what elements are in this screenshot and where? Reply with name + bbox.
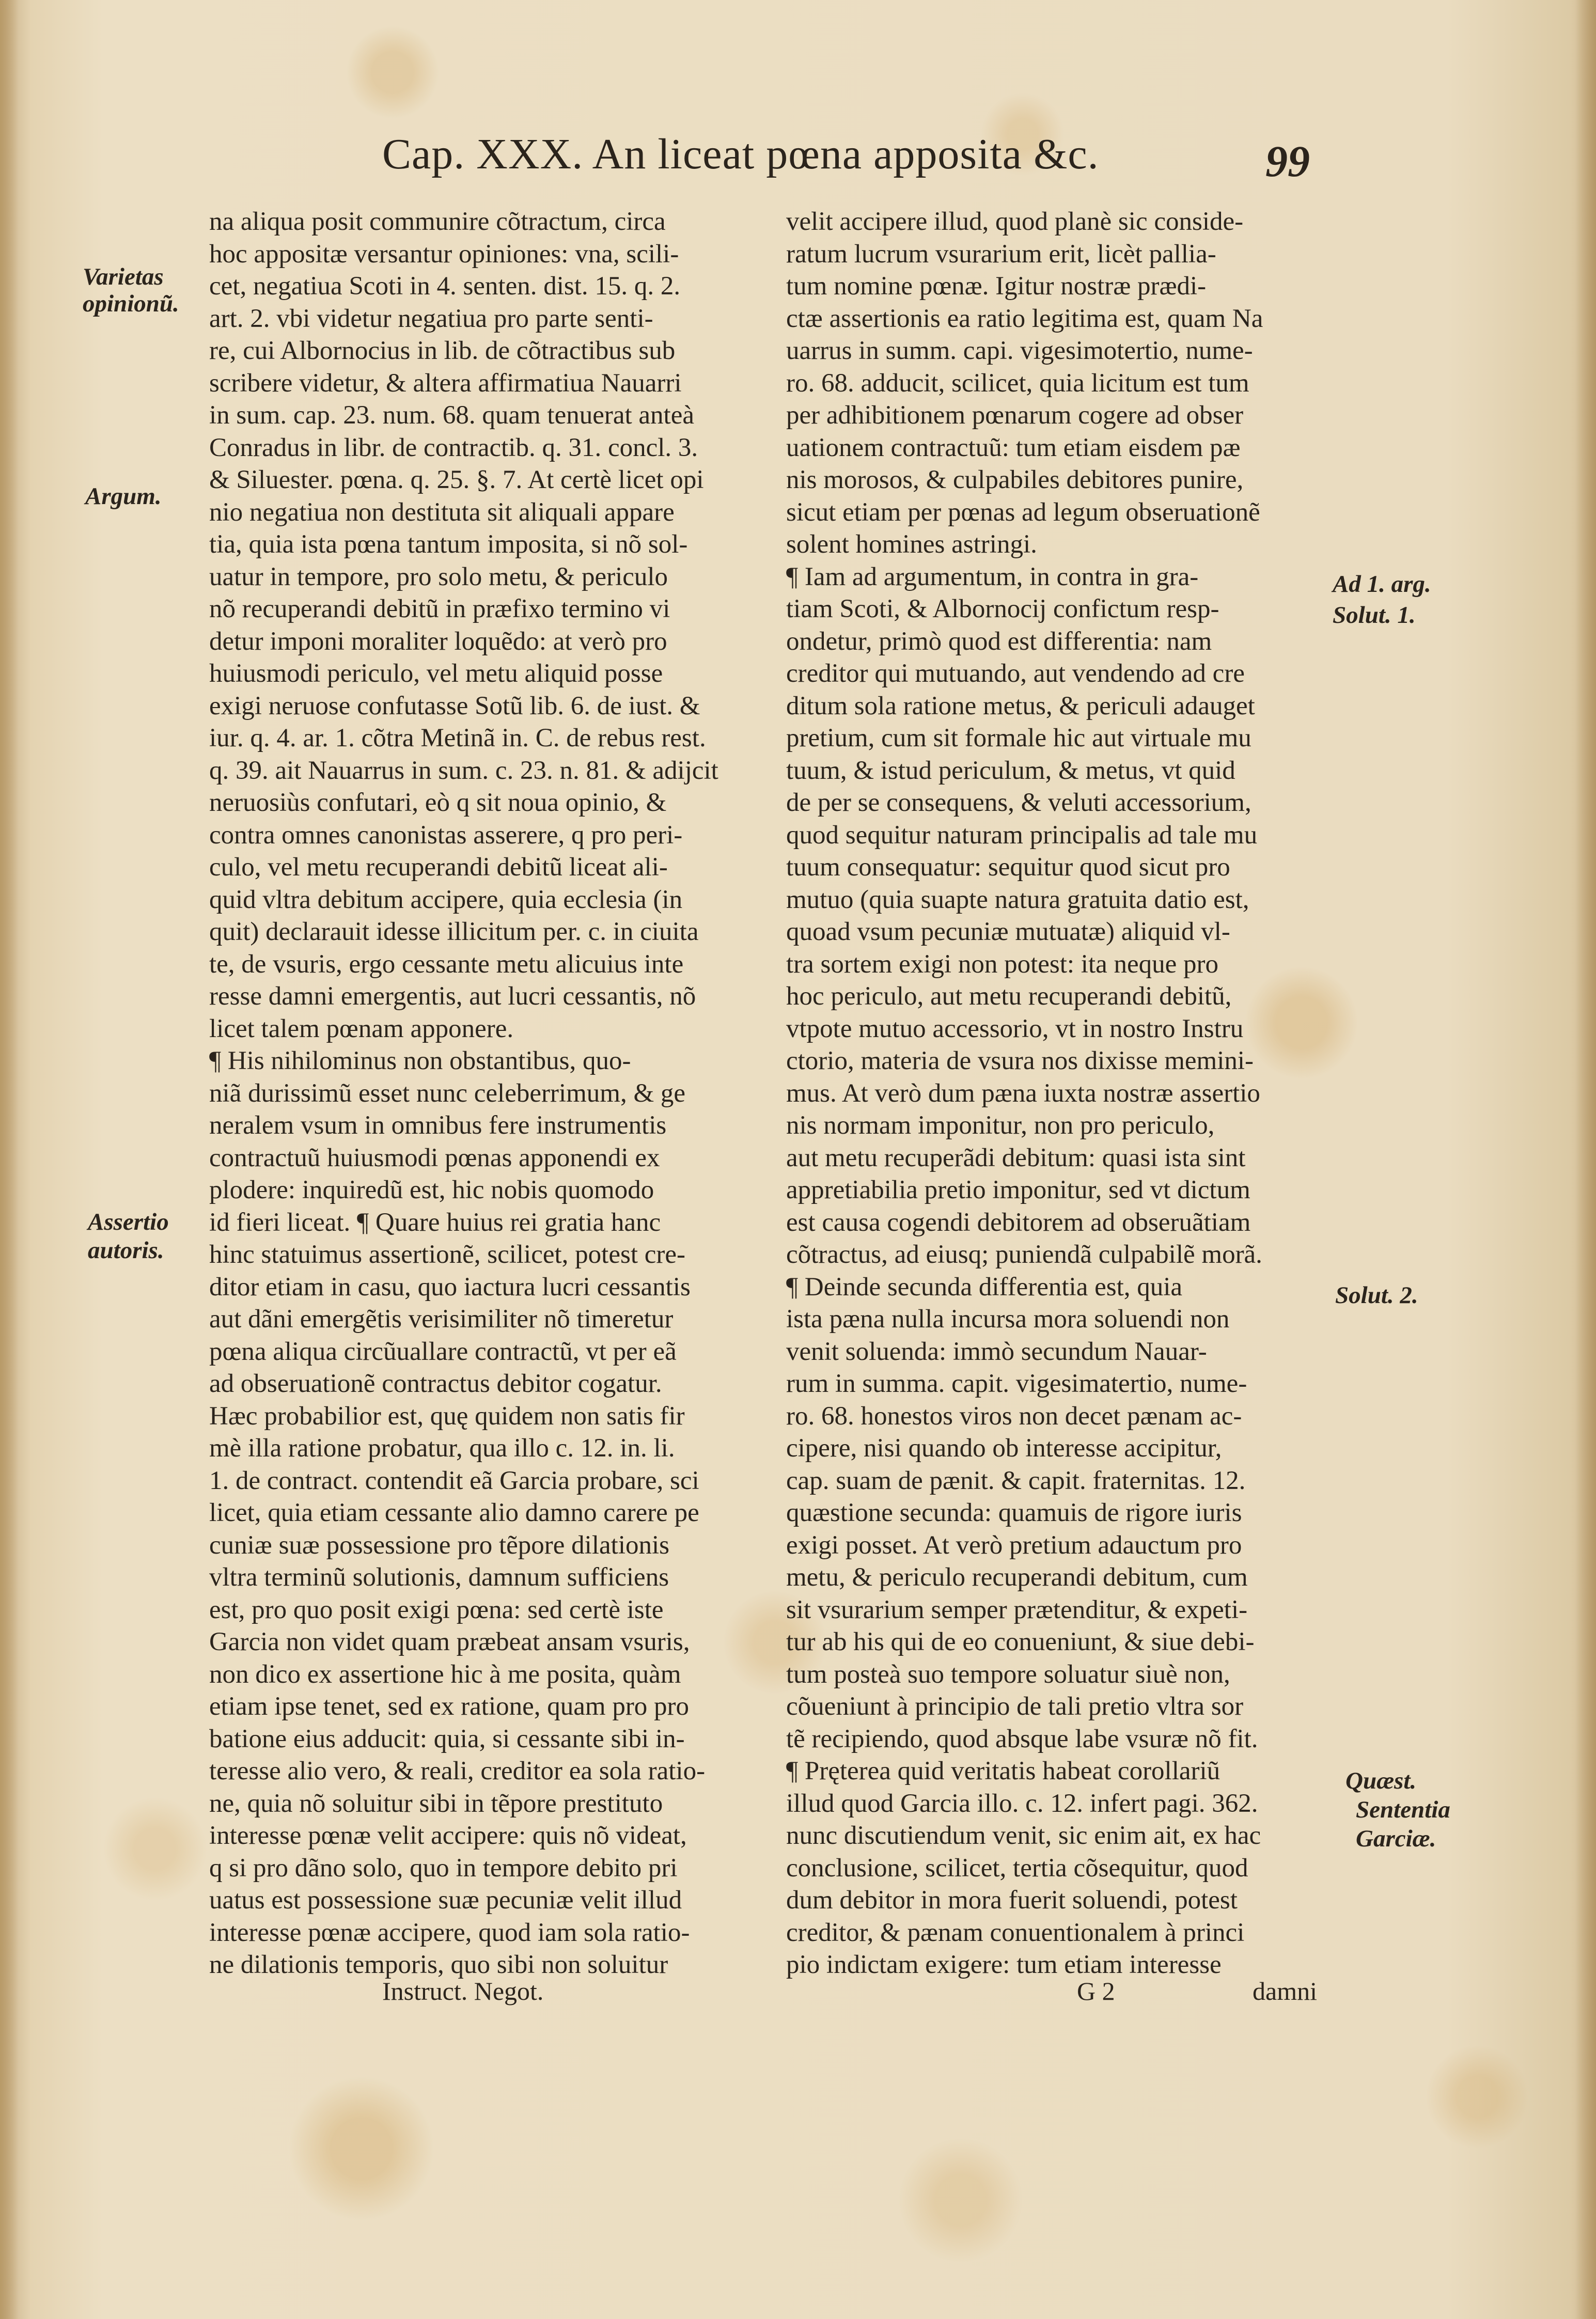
text-line: neralem vsum in omnibus fere instrumentis <box>209 1111 667 1140</box>
text-line: Conradus in libr. de contractib. q. 31. concl. 3. <box>209 433 698 462</box>
text-line: ¶ Deinde secunda differentia est, quia <box>786 1272 1183 1302</box>
text-line: quoad vsum pecuniæ mutuatæ) aliquid vl- <box>786 917 1230 946</box>
text-line: & Siluester. pœna. q. 25. §. 7. At certè licet opi <box>209 465 704 494</box>
margin-note-varietas: Varietas <box>83 263 164 290</box>
text-line: quod sequitur naturam principalis ad tale mu <box>786 820 1258 850</box>
text-line: tuum consequatur: sequitur quod sicut pro <box>786 853 1230 882</box>
text-line: pretium, cum sit formale hic aut virtuale mu <box>786 724 1251 753</box>
text-line: id fieri liceat. ¶ Quare huius rei gratia hanc <box>209 1208 661 1237</box>
margin-note-garciae: Garciæ. <box>1356 1825 1436 1852</box>
text-line: cipere, nisi quando ob interesse accipitur, <box>786 1434 1222 1463</box>
text-line: hoc appositæ versantur opiniones: vna, scili- <box>209 239 679 269</box>
text-line: de per se consequens, & veluti accessorium, <box>786 788 1251 817</box>
text-line: hoc periculo, aut metu recuperandi debitũ, <box>786 982 1232 1011</box>
text-line: contractuũ huiusmodi pœnas apponendi ex <box>209 1143 660 1172</box>
margin-note-ad-arg: Ad 1. arg. <box>1333 571 1431 598</box>
text-line: hinc statuimus assertionẽ, scilicet, potest cre- <box>209 1240 685 1269</box>
margin-note-assertio: Assertio <box>88 1209 169 1235</box>
text-line: ditor etiam in casu, quo iactura lucri cessantis <box>209 1272 691 1302</box>
text-line: scribere videtur, & altera affirmatiua Nauarri <box>209 368 682 398</box>
text-line: cõtractus, ad eiusq; puniendã culpabilẽ morã. <box>786 1240 1262 1269</box>
text-line: 1. de contract. contendit eã Garcia probare, sci <box>209 1466 699 1495</box>
text-line: mutuo (quia suapte natura gratuita datio est, <box>786 885 1249 914</box>
text-line: vtpote mutuo accessorio, vt in nostro Instru <box>786 1014 1244 1043</box>
text-line: per adhibitionem pœnarum cogere ad obser <box>786 401 1244 430</box>
text-line: tur ab his qui de eo conueniunt, & siue debi- <box>786 1627 1255 1656</box>
text-line: exigi neruose confutasse Sotũ lib. 6. de iust. & <box>209 691 700 720</box>
text-line: ad obseruationẽ contractus debitor cogatur. <box>209 1369 662 1398</box>
text-line: pio indictam exigere: tum etiam interesse <box>786 1950 1222 1979</box>
page-edge-left <box>0 0 19 2319</box>
text-line: creditor, & pænam conuentionalem à princi <box>786 1918 1245 1947</box>
text-line: ctæ assertionis ea ratio legitima est, quam Na <box>786 304 1263 333</box>
text-line: rum in summa. capit. vigesimatertio, nume- <box>786 1369 1247 1398</box>
text-line: ditum sola ratione metus, & periculi adauget <box>786 691 1255 720</box>
text-line: illud quod Garcia illo. c. 12. infert pagi. 362. <box>786 1789 1258 1818</box>
running-head: Cap. XXX. An liceat pœna apposita &c. <box>382 130 1099 178</box>
text-line: tum posteà suo tempore soluatur siuè non, <box>786 1659 1230 1689</box>
text-line: tum nomine pœnæ. Igitur nostræ prædi- <box>786 272 1207 301</box>
page-number: 99 <box>1265 136 1310 186</box>
text-line: aut metu recuperãdi debitum: quasi ista sint <box>786 1143 1246 1172</box>
text-line: velit accipere illud, quod planè sic conside- <box>786 207 1244 236</box>
text-line: contra omnes canonistas asserere, q pro peri- <box>209 820 683 850</box>
text-line: te, de vsuris, ergo cessante metu alicuius inte <box>209 949 684 979</box>
text-line: tra sortem exigi non potest: ita neque pro <box>786 949 1219 979</box>
text-line: exigi posset. At verò pretium adauctum pro <box>786 1530 1242 1560</box>
text-line: ista pæna nulla incursa mora soluendi non <box>786 1305 1230 1334</box>
text-line: est causa cogendi debitorem ad obseruãtiam <box>786 1208 1251 1237</box>
text-line: neruosiùs confutari, eò q sit noua opinio, & <box>209 788 667 817</box>
text-line: appretiabilia pretio imponitur, sed vt dictum <box>786 1176 1250 1204</box>
text-line: uarrus in summ. capi. vigesimotertio, nume- <box>786 336 1253 365</box>
text-line: uationem contractuũ: tum etiam eisdem pæ <box>786 433 1241 462</box>
text-line: ro. 68. adducit, scilicet, quia licitum est tum <box>786 368 1249 398</box>
text-line: sicut etiam per pœnas ad legum obseruationẽ <box>786 497 1260 527</box>
text-line: uatus est possessione suæ pecuniæ velit illud <box>209 1886 682 1915</box>
text-line: licet, quia etiam cessante alio damno carere pe <box>209 1498 699 1527</box>
text-line: ne, quia nõ soluitur sibi in tẽpore prestituto <box>209 1789 663 1818</box>
text-line: resse damni emergentis, aut lucri cessantis, nõ <box>209 982 696 1011</box>
text-line: nis morosos, & culpabiles debitores punire, <box>786 465 1244 494</box>
text-line: ¶ Iam ad argumentum, in contra in gra- <box>786 562 1199 591</box>
text-line: ctorio, materia de vsura nos dixisse memini- <box>786 1046 1254 1075</box>
text-line: re, cui Albornocius in lib. de cõtractibus sub <box>209 336 676 365</box>
text-line: quit) declarauit idesse illicitum per. c. in ciuita <box>209 917 699 946</box>
margin-note-autoris: autoris. <box>88 1237 164 1264</box>
text-line: interesse pœnæ velit accipere: quis nõ videat, <box>209 1821 687 1850</box>
text-line: vltra terminũ solutionis, damnum sufficiens <box>209 1563 669 1592</box>
text-line: quid vltra debitum accipere, quia ecclesia (in <box>209 885 683 914</box>
text-line: dum debitor in mora fuerit soluendi, potest <box>786 1886 1238 1915</box>
text-line: tia, quia ista pœna tantum imposita, si nõ sol- <box>209 530 688 559</box>
text-line: cap. suam de pænit. & capit. fraternitas. 12. <box>786 1466 1246 1495</box>
margin-note-solut-1: Solut. 1. <box>1333 602 1416 629</box>
text-line: cuniæ suæ possessione pro tẽpore dilationis <box>209 1530 670 1560</box>
text-line: plodere: inquiredũ est, hic nobis quomodo <box>209 1176 654 1204</box>
text-line: ¶ Pręterea quid veritatis habeat corollariũ <box>786 1757 1221 1785</box>
text-line: venit soluenda: immò secundum Nauar- <box>786 1337 1207 1366</box>
margin-note-solut-2: Solut. 2. <box>1335 1282 1418 1309</box>
text-line: conclusione, scilicet, tertia cõsequitur, quod <box>786 1853 1248 1883</box>
text-line: pœna aliqua circũuallare contractũ, vt per eã <box>209 1337 677 1366</box>
right-column <box>786 206 1331 1981</box>
text-line: non dico ex assertione hic à me posita, quàm <box>209 1659 681 1689</box>
text-line: Garcia non videt quam præbeat ansam vsuris, <box>209 1627 690 1656</box>
text-line: teresse alio vero, & reali, creditor ea sola ratio- <box>209 1757 706 1785</box>
text-line: tẽ recipiendo, quod absque labe vsuræ nõ fit. <box>786 1724 1258 1753</box>
margin-note-sententia: Sententia <box>1356 1796 1450 1823</box>
page-edge-right <box>1575 0 1596 2319</box>
text-line: uatur in tempore, pro solo metu, & periculo <box>209 562 668 591</box>
text-line: cõueniunt à principio de tali pretio vltra sor <box>786 1692 1244 1721</box>
margin-note-argum: Argum. <box>85 483 162 510</box>
text-line: creditor qui mutuando, aut vendendo ad cre <box>786 659 1245 688</box>
catchword-right: damni <box>1253 1977 1317 2005</box>
text-line: iur. q. 4. ar. 1. cõtra Metinã in. C. de rebus rest. <box>209 724 706 753</box>
text-line: licet talem pœnam apponere. <box>209 1014 514 1043</box>
text-line: sit vsurarium semper prætenditur, & expeti- <box>786 1595 1248 1624</box>
text-line: tiam Scoti, & Albornocij confictum resp- <box>786 594 1219 623</box>
text-line: mè illa ratione probatur, qua illo c. 12. in. li. <box>209 1434 675 1463</box>
catchword-left: Instruct. Negot. <box>382 1977 544 2005</box>
text-line: solent homines astringi. <box>786 530 1037 559</box>
text-line: quæstione secunda: quamuis de rigore iuris <box>786 1498 1242 1527</box>
text-line: culo, vel metu recuperandi debitũ liceat ali- <box>209 853 668 882</box>
text-line: nio negatiua non destituta sit aliquali appare <box>209 497 675 527</box>
text-line: ratum lucrum vsurarium erit, licèt pallia- <box>786 239 1216 269</box>
text-line: est, pro quo posit exigi pœna: sed certè iste <box>209 1595 664 1624</box>
margin-note-opinionum: opinionũ. <box>83 290 179 317</box>
text-line: aut dãni emergẽtis verisimiliter nõ timeretur <box>209 1305 674 1334</box>
text-line: Hæc probabilior est, quę quidem non satis fir <box>209 1401 685 1431</box>
text-line: interesse pœnæ accipere, quod iam sola ratio- <box>209 1918 690 1947</box>
text-line: nõ recuperandi debitũ in præfixo termino vi <box>209 594 670 623</box>
text-line: na aliqua posit communire cõtractum, circa <box>209 207 666 236</box>
text-line: ondetur, primò quod est differentia: nam <box>786 626 1212 656</box>
text-line: batione eius adducit: quia, si cessante sibi in- <box>209 1724 685 1753</box>
margin-note-quaest: Quæst. <box>1345 1767 1417 1794</box>
text-line: metu, & periculo recuperandi debitum, cum <box>786 1563 1248 1592</box>
text-line: ne dilationis temporis, quo sibi non soluitur <box>209 1950 668 1979</box>
text-line: ro. 68. honestos viros non decet pænam ac- <box>786 1401 1242 1431</box>
text-line: etiam ipse tenet, sed ex ratione, quam pro pro <box>209 1692 690 1721</box>
text-line: in sum. cap. 23. num. 68. quam tenuerat anteà <box>209 401 694 430</box>
text-line: mus. At verò dum pæna iuxta nostræ assertio <box>786 1078 1260 1108</box>
text-line: tuum, & istud periculum, & metus, vt quid <box>786 756 1235 785</box>
text-line: q. 39. ait Nauarrus in sum. c. 23. n. 81. & adijcit <box>209 756 718 785</box>
text-line: niã durissimũ esset nunc celeberrimum, & ge <box>209 1078 686 1108</box>
text-line: art. 2. vbi videtur negatiua pro parte senti- <box>209 304 653 333</box>
text-line: huiusmodi periculo, vel metu aliquid posse <box>209 659 663 688</box>
text-line: ¶ His nihilominus non obstantibus, quo- <box>209 1046 631 1075</box>
text-line: cet, negatiua Scoti in 4. senten. dist. 15. q. 2. <box>209 272 681 301</box>
signature-mark: G 2 <box>1077 1977 1115 2005</box>
text-line: nis normam imponitur, non pro periculo, <box>786 1111 1215 1140</box>
left-column <box>209 206 757 1981</box>
text-line: nunc discutiendum venit, sic enim ait, ex hac <box>786 1821 1261 1850</box>
text-line: detur imponi moraliter loquẽdo: at verò pro <box>209 626 667 656</box>
text-line: q si pro dãno solo, quo in tempore debito pri <box>209 1853 678 1883</box>
